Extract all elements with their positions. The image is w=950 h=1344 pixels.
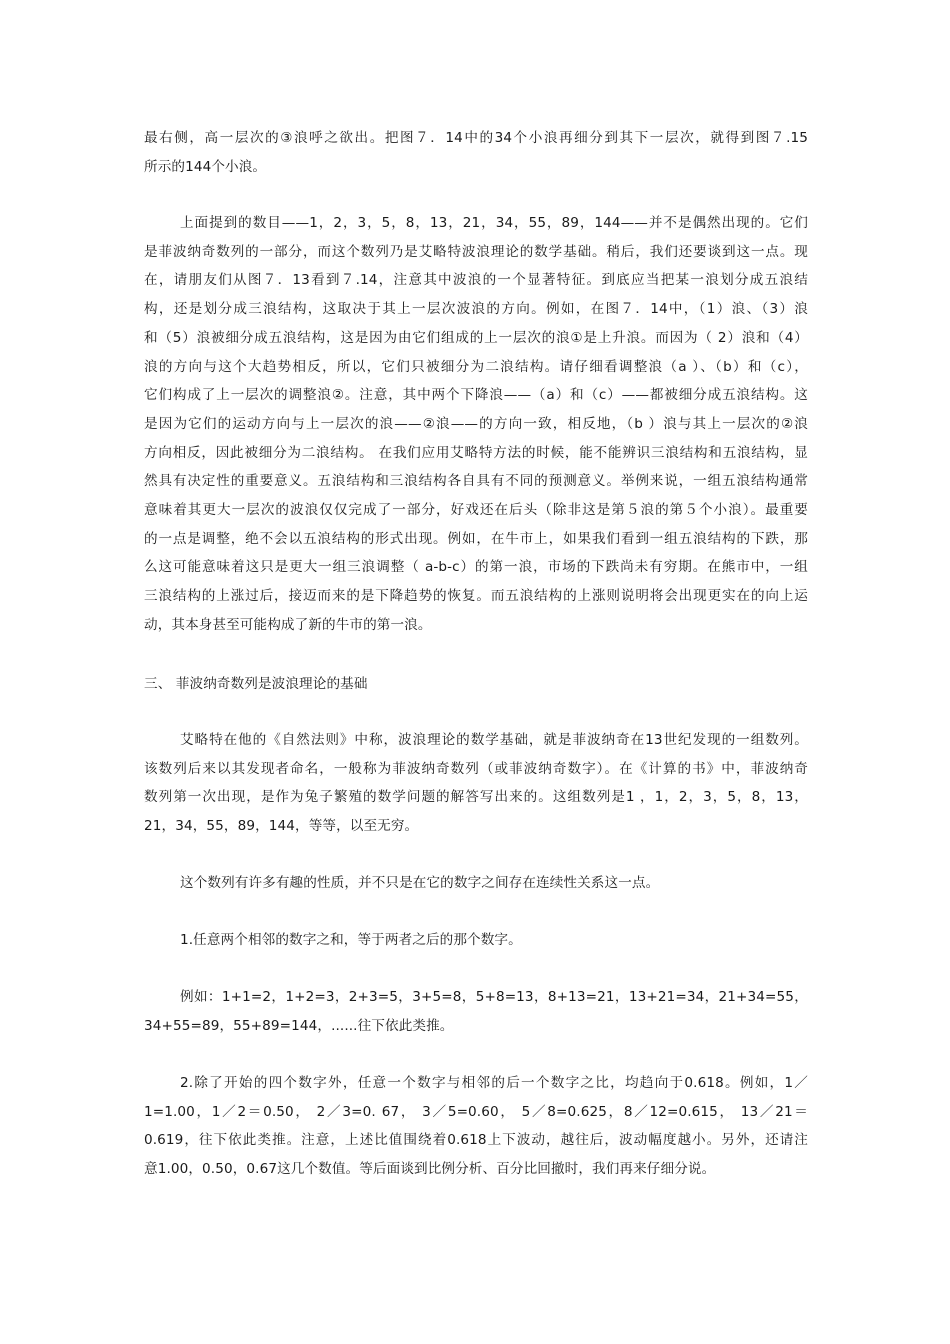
paragraph-fibonacci-wave-structure bbox=[144, 209, 808, 640]
paragraph-property-1 bbox=[144, 926, 808, 955]
text-line: 构，还是划分成三浪结构，这取决于其上一层次波浪的方向。例如，在图７．14中，（1）浪、（3）浪 bbox=[144, 301, 808, 318]
text-line: 21，34，55，89，144，等等，以至无穷。 bbox=[144, 818, 419, 835]
text-line: 1=1.00，1／2＝0.50， 2／3=0. 67， 3／5=0.60， 5／8=0.625，8／12=0.615， 13／21＝ bbox=[144, 1103, 808, 1120]
text-line: 意味着其更大一层次的波浪仅仅完成了一部分，好戏还在后头（除非这是第５浪的第５个小浪）。最重要 bbox=[144, 502, 808, 519]
text-line: 在，请朋友们从图７．13看到７.14，注意其中波浪的一个显著特征。到底应当把某一浪划分成五浪结 bbox=[144, 272, 808, 289]
text-line: 34+55=89，55+89=144，......往下依此类推。 bbox=[144, 1017, 454, 1034]
heading-text: 三、 菲波纳奇数列是波浪理论的基础 bbox=[144, 676, 368, 692]
paragraph-property-2-ratio bbox=[144, 1069, 808, 1184]
text-line: 1.任意两个相邻的数字之和，等于两者之后的那个数字。 bbox=[180, 932, 522, 948]
text-line: 和（5）浪被细分成五浪结构，这是因为由它们组成的上一层次的浪①是上升浪。而因为（ 2）浪和（4） bbox=[144, 329, 808, 346]
text-line: 三浪结构的上涨过后，接迈而来的是下降趋势的恢复。而五浪结构的上涨则说明将会出现更实在的向上运 bbox=[144, 588, 808, 605]
text-line: 所示的144个小浪。 bbox=[144, 158, 267, 175]
text-line: 0.619，往下依此类推。注意，上述比值围绕着0.618上下波动，越往后，波动幅度越小。另外，还请注 bbox=[144, 1132, 808, 1149]
text-line: 艾略特在他的《自然法则》中称，波浪理论的数学基础，就是菲波纳奇在13世纪发现的一组数列。 bbox=[180, 732, 808, 748]
text-line: 浪的方向与这个大趋势相反，所以，它们只被细分为二浪结构。请仔细看调整浪（a ）、（b）和（c）， bbox=[144, 358, 808, 375]
text-line: 的一点是调整，绝不会以五浪结构的形式出现。例如，在牛市上，如果我们看到一组五浪结构的下跌，那 bbox=[144, 530, 808, 547]
text-line: 例如：1+1=2，1+2=3，2+3=5，3+5=8，5+8=13，8+13=21，13+21=34，21+34=55， bbox=[180, 989, 808, 1005]
text-line: 这个数列有许多有趣的性质，并不只是在它的数字之间存在连续性关系这一点。 bbox=[180, 875, 660, 891]
text-line: 该数列后来以其发现者命名，一般称为菲波纳奇数列（或菲波纳奇数字）。在《计算的书》中，菲波纳奇 bbox=[144, 760, 808, 777]
text-line: 最右侧，高一层次的③浪呼之欲出。把图７．14中的34个小浪再细分到其下一层次，就得到图７.15 bbox=[144, 130, 808, 146]
paragraph-wave-subdivision bbox=[144, 124, 808, 181]
text-line: 然具有决定性的重要意义。五浪结构和三浪结构各自具有不同的预测意义。举例来说，一组五浪结构通常 bbox=[144, 473, 808, 490]
paragraph-fibonacci-origin bbox=[144, 726, 808, 841]
text-line: 2.除了开始的四个数字外，任意一个数字与相邻的后一个数字之比，均趋向于0.618。例如，1／ bbox=[180, 1075, 808, 1091]
text-line: 么这可能意味着这只是更大一组三浪调整（ a-b-c）的第一浪，市场的下跌尚未有穷期。在熊市中，一组 bbox=[144, 559, 808, 576]
text-line: 数列第一次出现，是作为兔子繁殖的数学问题的解答写出来的。这组数列是1 ，1，2，3，5，8，13， bbox=[144, 789, 808, 806]
text-line: 上面提到的数目——1，2，3，5，8，13，21，34，55，89，144——并不是偶然出现的。它们 bbox=[180, 215, 808, 231]
text-line: 是菲波纳奇数列的一部分，而这个数列乃是艾略特波浪理论的数学基础。稍后，我们还要谈到这一点。现 bbox=[144, 243, 808, 260]
paragraph-sum-examples bbox=[144, 983, 808, 1040]
text-line: 意1.00，0.50，0.67这几个数值。等后面谈到比例分析、百分比回撤时，我们再来仔细分说。 bbox=[144, 1161, 716, 1178]
text-line: 它们构成了上一层次的调整浪②。注意，其中两个下降浪——（a）和（c）——都被细分成五浪结构。这 bbox=[144, 387, 808, 404]
text-line: 动，其本身甚至可能构成了新的牛市的第一浪。 bbox=[144, 616, 432, 633]
section-heading bbox=[144, 670, 808, 699]
text-line: 是因为它们的运动方向与上一层次的浪——②浪——的方向一致，相反地，（b ）浪与其上一层次的②浪 bbox=[144, 415, 808, 432]
paragraph-properties-intro bbox=[144, 869, 808, 898]
text-line: 方向相反，因此被细分为二浪结构。 在我们应用艾略特方法的时候，能不能辨识三浪结构和五浪结构，显 bbox=[144, 444, 808, 461]
